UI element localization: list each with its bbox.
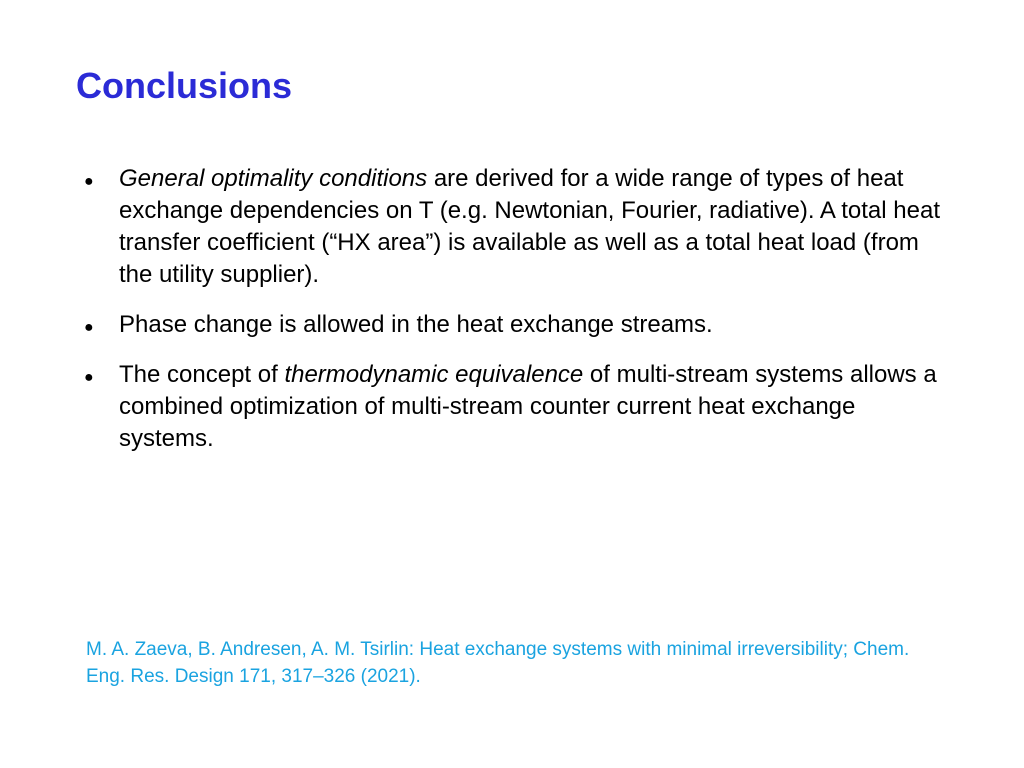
bullet-dot-icon: ●: [84, 319, 94, 336]
bullet-text: Phase change is allowed in the heat exchange streams.: [119, 311, 713, 338]
reference-citation: M. A. Zaeva, B. Andresen, A. M. Tsirlin: Heat exchange systems with minimal irreversibility; Chem. Eng. Res. Design 171, 317–326 (2021).: [86, 639, 910, 687]
bullet-text: of multi-stream systems allows a combined optimization of multi-stream counter current heat exchange systems.: [119, 361, 937, 452]
bullet-item-phase-change: [84, 309, 944, 341]
bullet-italic-phrase: General optimality conditions: [119, 165, 428, 192]
bullet-italic-phrase: thermodynamic equivalence: [284, 361, 584, 388]
bullet-item-thermodynamic-equivalence: [84, 359, 944, 455]
bullet-list: [84, 163, 944, 473]
bullet-dot-icon: ●: [84, 369, 94, 386]
bullet-item-optimality-conditions: [84, 163, 944, 291]
bullet-text-prefix: The concept of: [119, 361, 285, 388]
slide-title: Conclusions: [76, 65, 293, 106]
bullet-text: are derived for a wide range of types of heat exchange dependencies on T (e.g. Newtonian, Fourier, radiative). A total heat transfer coefficient (“HX area”) is available as well as a total heat load (from the utility supplier).: [119, 165, 940, 288]
bullet-dot-icon: ●: [84, 173, 94, 190]
